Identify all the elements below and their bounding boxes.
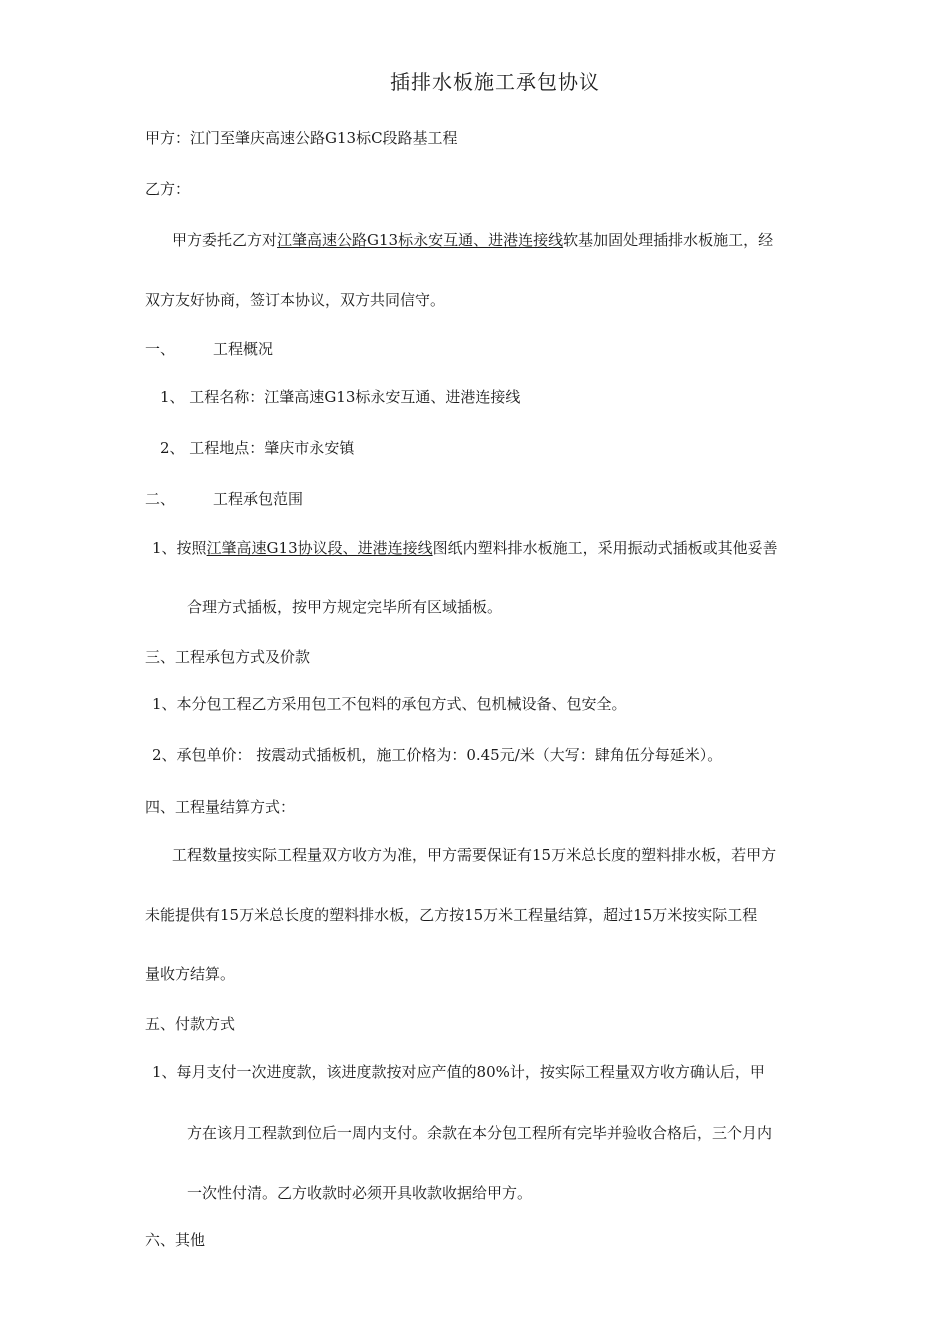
document-title: 插排水板施工承包协议: [390, 70, 600, 94]
section2-number: 二、: [145, 490, 176, 508]
section6-heading: 六、其他: [145, 1231, 206, 1249]
section5-line-1: 1、每月支付一次进度款，该进度款按对应产值的80%计，按实际工程量双方收方确认后，甲: [152, 1063, 765, 1081]
intro-suffix: 软基加固处理插排水板施工，经: [563, 231, 774, 249]
intro-paragraph-line1: [172, 230, 773, 250]
section3-item-1: 1、本分包工程乙方采用包工不包料的承包方式、包机械设备、包安全。: [152, 695, 627, 713]
section2-item-project: 江肇高速G13协议段、进港连接线: [206, 539, 433, 557]
intro-prefix: 甲方委托乙方对: [172, 231, 278, 249]
section5-line-3: 一次性付清。乙方收款时必须开具收款收据给甲方。: [187, 1184, 533, 1202]
section4-line-3: 量收方结算。: [145, 965, 236, 983]
party-a: 甲方：江门至肇庆高速公路G13标C段路基工程: [145, 129, 458, 147]
party-b: 乙方：: [145, 180, 191, 198]
section1-heading: [145, 339, 273, 359]
section4-line-2: 未能提供有15万米总长度的塑料排水板，乙方按15万米工程量结算，超过15万米按实际工程: [145, 906, 758, 924]
section1-number: 一、: [145, 340, 176, 358]
section1-item-1: 1、 工程名称：江肇高速G13标永安互通、进港连接线: [160, 388, 521, 406]
section2-item-prefix: 1、按照: [152, 539, 207, 557]
section2-item-suffix: 图纸内塑料排水板施工，采用振动式插板或其他妥善: [432, 539, 778, 557]
section3-item-2: 2、承包单价： 按震动式插板机，施工价格为：0.45元/米（大写：肆角伍分每延米）。: [152, 746, 723, 764]
section4-line-1: 工程数量按实际工程量双方收方为准，甲方需要保证有15万米总长度的塑料排水板，若甲方: [172, 846, 777, 864]
section4-heading: 四、工程量结算方式：: [145, 798, 296, 816]
intro-paragraph-line2: 双方友好协商，签订本协议，双方共同信守。: [145, 291, 446, 309]
section2-item-1-line2: 合理方式插板，按甲方规定完毕所有区域插板。: [187, 598, 503, 616]
section1-item-2: 2、 工程地点：肇庆市永安镇: [160, 439, 355, 457]
section2-title: 工程承包范围: [213, 490, 304, 508]
section1-title: 工程概况: [213, 340, 274, 358]
section2-item-1-line1: [152, 538, 778, 558]
section5-heading: 五、付款方式: [145, 1015, 236, 1033]
section3-heading: 三、工程承包方式及价款: [145, 648, 311, 666]
section2-heading: [145, 489, 303, 509]
section5-line-2: 方在该月工程款到位后一周内支付。余款在本分包工程所有完毕并验收合格后，三个月内: [187, 1124, 773, 1142]
intro-project-name: 江肇高速公路G13标永安互通、进港连接线: [277, 231, 564, 249]
